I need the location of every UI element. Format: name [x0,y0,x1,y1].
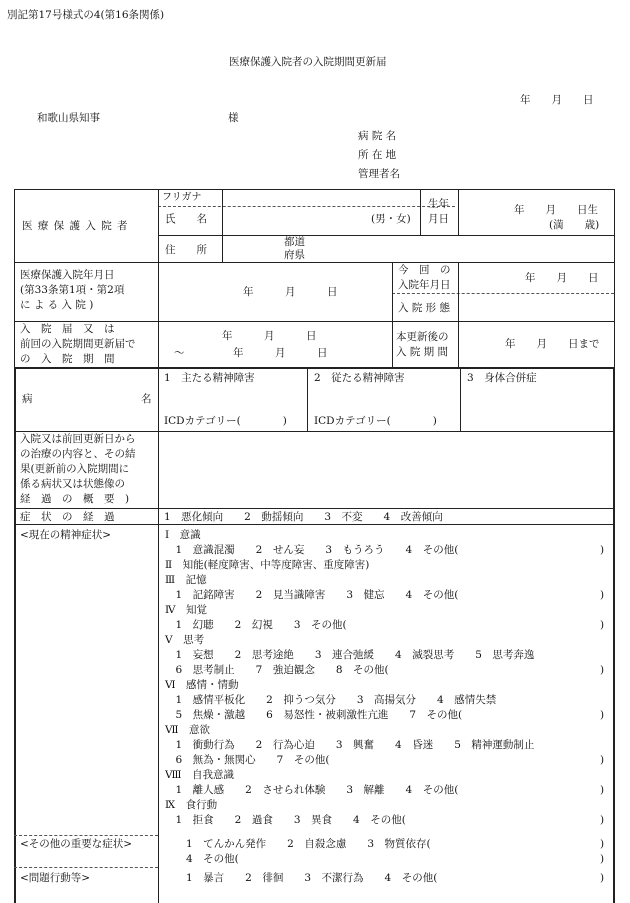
diagnosis-col-physical: 3 身体合併症 [467,372,537,384]
list-item[interactable]: 1 妄想 2 思考途絶 3 連合弛緩 4 滅裂思考 5 思考奔逸 [165,649,535,661]
birth-label-2: 月日 [428,213,449,225]
birth-label-1: 生年 [428,198,449,210]
period-label-2: 前回の入院期間更新届で [20,338,136,350]
diagnosis-label-2: 名 [141,393,152,405]
page-title: 医療保護入院者の入院期間更新届 [229,56,387,68]
admission-label-2: (第33条第1項・第2項 [20,284,125,296]
close-paren: ) [600,754,605,766]
close-paren: ) [600,709,605,721]
list-item[interactable]: Ⅰ 意識 [165,529,201,541]
list-item[interactable]: Ⅷ 自我意識 [165,769,235,781]
close-paren: ) [600,838,605,850]
treatment-label-4: 係る病状又は状態像の [20,478,125,490]
list-item[interactable]: Ⅲ 記憶 [165,574,207,586]
furigana-label: フリガナ [162,192,202,203]
submission-date: 年 月 日 [520,94,594,106]
update-period-field[interactable]: 年 月 日まで [505,338,600,350]
list-item[interactable]: 5 焦燥・激越 6 易怒性・被刺激性亢進 7 その他( [165,709,463,721]
list-item[interactable]: 6 無為・無関心 7 その他( [165,754,330,766]
hospital-address-label: 所 在 地 [358,149,397,161]
course-label: 症 状 の 経 過 [20,511,115,523]
admission-date-field[interactable]: 年 月 日 [243,286,338,298]
address-field[interactable] [224,238,612,260]
close-paren: ) [600,784,605,796]
close-paren: ) [600,814,605,826]
treatment-field[interactable] [162,435,610,505]
this-admission-label-1: 今 回 の [398,264,451,276]
list-item[interactable]: Ⅸ 食行動 [165,799,218,811]
diagnosis-label-1: 病 [22,393,33,405]
list-item[interactable]: 1 暴言 2 徘徊 3 不潔行為 4 その他( [186,872,438,884]
this-admission-label-2: 入院年月日 [398,279,451,291]
list-item[interactable]: 1 感情平板化 2 抑うつ気分 3 高揚気分 4 感情失禁 [165,694,497,706]
list-item[interactable]: Ⅵ 感情・情動 [165,679,239,691]
admission-label-3: に よ る 入 院 ) [20,299,94,311]
behavior-label: <問題行動等> [20,872,91,884]
list-item[interactable]: Ⅳ 知覚 [165,604,207,616]
hospital-name-label: 病 院 名 [358,130,397,142]
list-item[interactable]: 4 その他( [186,853,239,865]
list-item[interactable]: 1 離人感 2 させられ体験 3 解離 4 その他( [165,784,459,796]
list-item[interactable]: Ⅴ 思考 [165,634,205,646]
treatment-label-2: の治療の内容と、その結 [20,448,136,460]
address-label: 住 所 [165,244,207,256]
list-item[interactable]: 1 幻聴 2 幻視 3 その他( [165,619,347,631]
admission-form-label: 入 院 形 態 [398,302,451,314]
other-symptoms-label: <その他の重要な症状> [20,838,133,850]
current-symptoms-label: <現在の精神症状> [20,529,112,541]
update-label-2: 入 院 期 間 [396,346,449,358]
close-paren: ) [600,589,605,601]
honorific: 様 [228,112,239,124]
this-admission-date-field[interactable]: 年 月 日 [525,272,599,284]
icd-secondary-field[interactable]: ICDカテゴリー( ) [314,415,437,427]
patient-label: 医 療 保 護 入 院 者 [22,220,129,232]
diagnosis-col-secondary: 2 従たる精神障害 [314,372,405,384]
birth-date-field[interactable]: 年 月 日生 [514,204,598,216]
name-label: 氏 名 [165,213,207,225]
period-label-1: 入 院 届 又 は [20,323,115,335]
icd-main-field[interactable]: ICDカテゴリー( ) [164,415,287,427]
treatment-label-5: 経 過 の 概 要 ) [20,493,130,505]
sex-selector[interactable]: (男・女) [371,213,411,225]
close-paren: ) [600,853,605,865]
hospital-manager-label: 管理者名 [358,168,400,180]
treatment-label-3: 果(更新前の入院期間に [20,463,130,475]
close-paren: ) [600,872,605,884]
diagnosis-col-main: 1 主たる精神障害 [164,372,255,384]
list-item[interactable]: Ⅶ 意欲 [165,724,211,736]
period-from-field[interactable]: 年 月 日 [222,330,317,342]
course-options[interactable]: 1 悪化傾向 2 動揺傾向 3 不変 4 改善傾向 [164,511,443,523]
list-item[interactable]: 1 てんかん発作 2 自殺念慮 3 物質依存( [186,838,431,850]
list-item[interactable]: 6 思考制止 7 強迫観念 8 その他( [165,664,389,676]
list-item[interactable]: Ⅱ 知能(軽度障害、中等度障害、重度障害) [165,559,370,571]
prefecture-label-1: 都道 [284,236,305,248]
list-item[interactable]: 1 拒食 2 過食 3 異食 4 その他( [165,814,406,826]
addressee: 和歌山県知事 [37,112,100,124]
form-number: 別記第17号様式の4(第16条関係) [7,9,165,21]
list-item[interactable]: 1 衝動行為 2 行為心迫 3 興奮 4 昏迷 5 精神運動制止 [165,739,535,751]
period-label-3: の 入 院 期 間 [20,353,115,365]
close-paren: ) [600,544,605,556]
close-paren: ) [600,619,605,631]
update-label-1: 本更新後の [396,331,449,343]
admission-form-field[interactable] [462,296,610,318]
period-to-field[interactable]: 年 月 日 [233,347,328,359]
close-paren: ) [600,664,605,676]
treatment-label-1: 入院又は前回更新日から [20,433,136,445]
prefecture-label-2: 府県 [284,249,305,261]
admission-label-1: 医療保護入院年月日 [20,269,115,281]
tilde: ～ [174,347,185,359]
list-item[interactable]: 1 記銘障害 2 見当識障害 3 健忘 4 その他( [165,589,459,601]
list-item[interactable]: 1 意識混濁 2 せん妄 3 もうろう 4 その他( [165,544,459,556]
age-field[interactable]: (満 歳) [549,219,600,231]
